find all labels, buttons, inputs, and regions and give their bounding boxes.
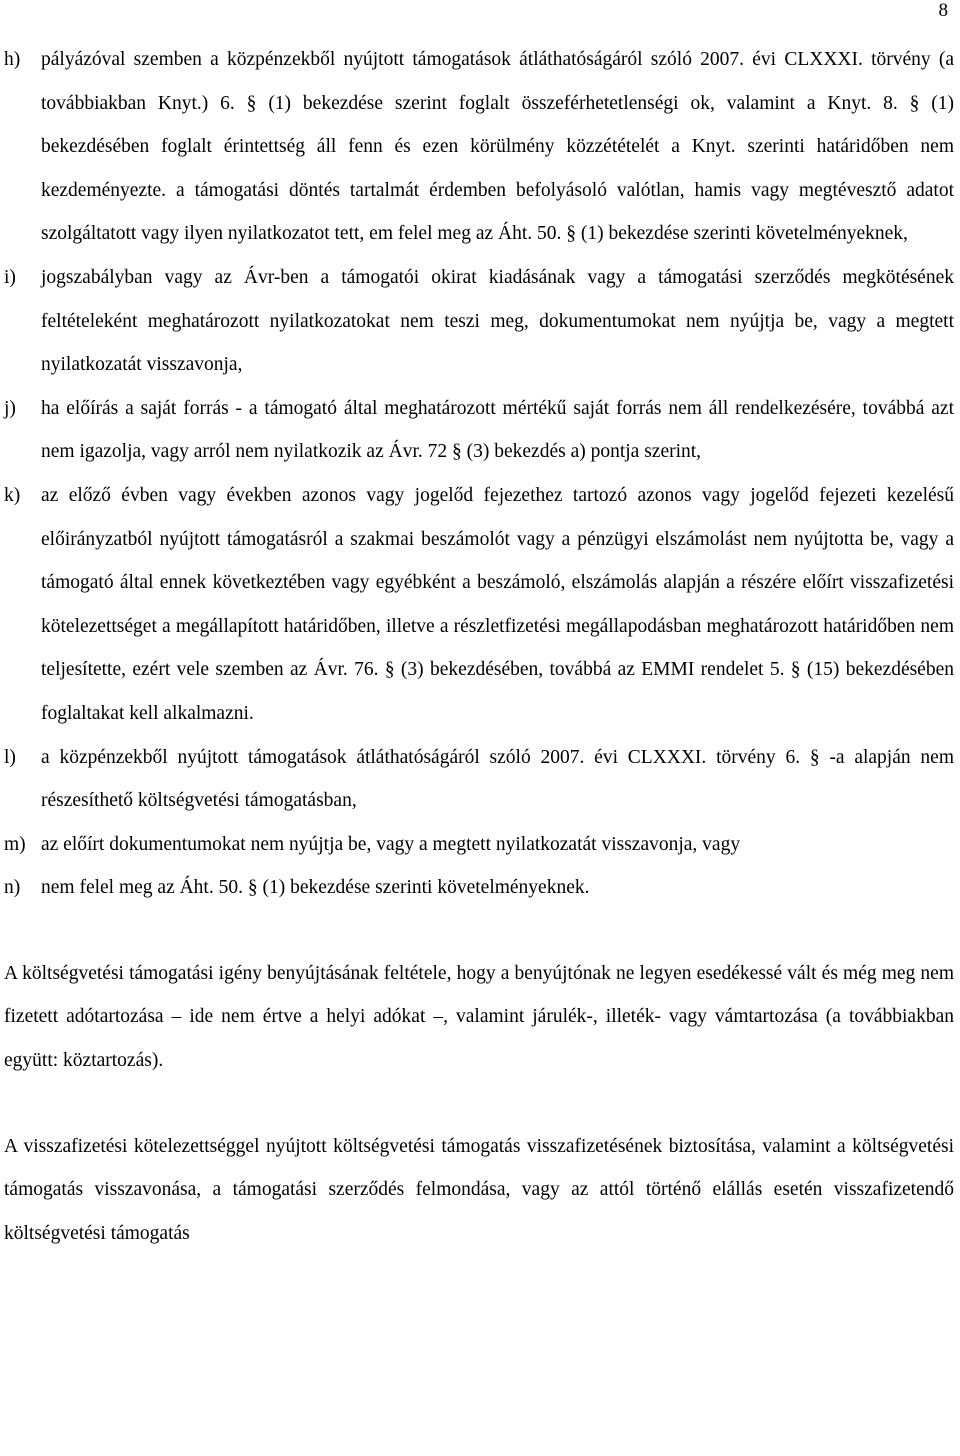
- list-item-text: az előző évben vagy években azonos vagy jogelőd fejezethez tartozó azonos vagy jogelőd fejezeti kezelésű előirányzatból nyújtott támogatásról a szakmai beszámolót vagy a pénzügyi elszámolást nem nyújtotta be, vagy a támogató által ennek következtében vagy egyébként a beszámoló, elszámolás alapján a részére előírt visszafizetési kötelezettséget a megállapított határidőben, illetve a részletfizetési megállapodásban meghatározott határidőben nem teljesítette, ezért vele szemben az Ávr. 76. § (3) bekezdésében, továbbá az EMMI rendelet 5. § (15) bekezdésében foglaltakat kell alkalmazni.: [41, 484, 954, 724]
- list-marker: n): [4, 877, 21, 899]
- list-item-i: [4, 256, 954, 387]
- list-marker: l): [4, 746, 16, 768]
- list-item-l: [4, 736, 954, 823]
- paragraph-visszafizetes: A visszafizetési kötelezettséggel nyújtott költségvetési támogatás visszafizetésének biztosítása, valamint a költségvetési támogatás visszavonása, a támogatási szerződés felmondása, vagy az attól történő elállás esetén visszafizetendő költségvetési támogatás: [4, 1135, 954, 1244]
- list-item-h: [4, 38, 954, 256]
- list-item-j: [4, 387, 954, 474]
- list-item-n: [4, 866, 954, 910]
- spacer: [4, 1083, 954, 1125]
- page-number: 8: [938, 0, 948, 21]
- list-item-text: nem felel meg az Áht. 50. § (1) bekezdése szerinti követelményeknek.: [41, 877, 590, 899]
- list-item-text: ha előírás a saját forrás - a támogató által meghatározott mértékű saját forrás nem áll rendelkezésére, továbbá azt nem igazolja, vagy arról nem nyilatkozik az Ávr. 72 § (3) bekezdés a) pontja szerint,: [41, 397, 954, 463]
- list-item-text: jogszabályban vagy az Ávr-ben a támogatói okirat kiadásának vagy a támogatási szerződés megkötésének feltételeként meghatározott nyilatkozatokat nem teszi meg, dokumentumokat nem nyújtja be, vagy a megtett nyilatkozatát visszavonja,: [41, 266, 954, 376]
- list-marker: i): [4, 266, 16, 288]
- list-marker: k): [4, 484, 21, 506]
- list-item-m: [4, 823, 954, 867]
- list-item-text: a közpénzekből nyújtott támogatások átláthatóságáról szóló 2007. évi CLXXXI. törvény 6. § -a alapján nem részesíthető költségvetési támogatásban,: [41, 746, 954, 812]
- list-item-text: pályázóval szemben a közpénzekből nyújtott támogatások átláthatóságáról szóló 2007. évi CLXXXI. törvény (a továbbiakban Knyt.) 6. § (1) bekezdése szerint foglalt összeférhetetlenségi ok, valamint a Knyt. 8. § (1) bekezdésében foglalt érintettség áll fenn és ezen körülmény közzétételét a Knyt. szerinti határidőben nem kezdeményezte. a támogatási döntés tartalmát érdemben befolyásoló valótlan, hamis vagy megtévesztő adatot szolgáltatott vagy ilyen nyilatkozatot tett, em felel meg az Áht. 50. § (1) bekezdése szerinti követelményeknek,: [41, 49, 954, 245]
- document-body: [4, 38, 954, 1255]
- list-item-text: az előírt dokumentumokat nem nyújtja be, vagy a megtett nyilatkozatát visszavonja, vagy: [41, 833, 741, 855]
- list-marker: h): [4, 49, 21, 70]
- spacer: [4, 910, 954, 952]
- list-marker: m): [4, 833, 26, 855]
- paragraph-koztartozas: A költségvetési támogatási igény benyújtásának feltétele, hogy a benyújtónak ne legyen esedékessé vált és még meg nem fizetett adótartozása – ide nem értve a helyi adókat –, valamint járulék-, illeték- vagy vámtartozása (a továbbiakban együtt: köztartozás).: [4, 962, 954, 1072]
- list-item-k: [4, 474, 954, 736]
- list-marker: j): [4, 397, 16, 419]
